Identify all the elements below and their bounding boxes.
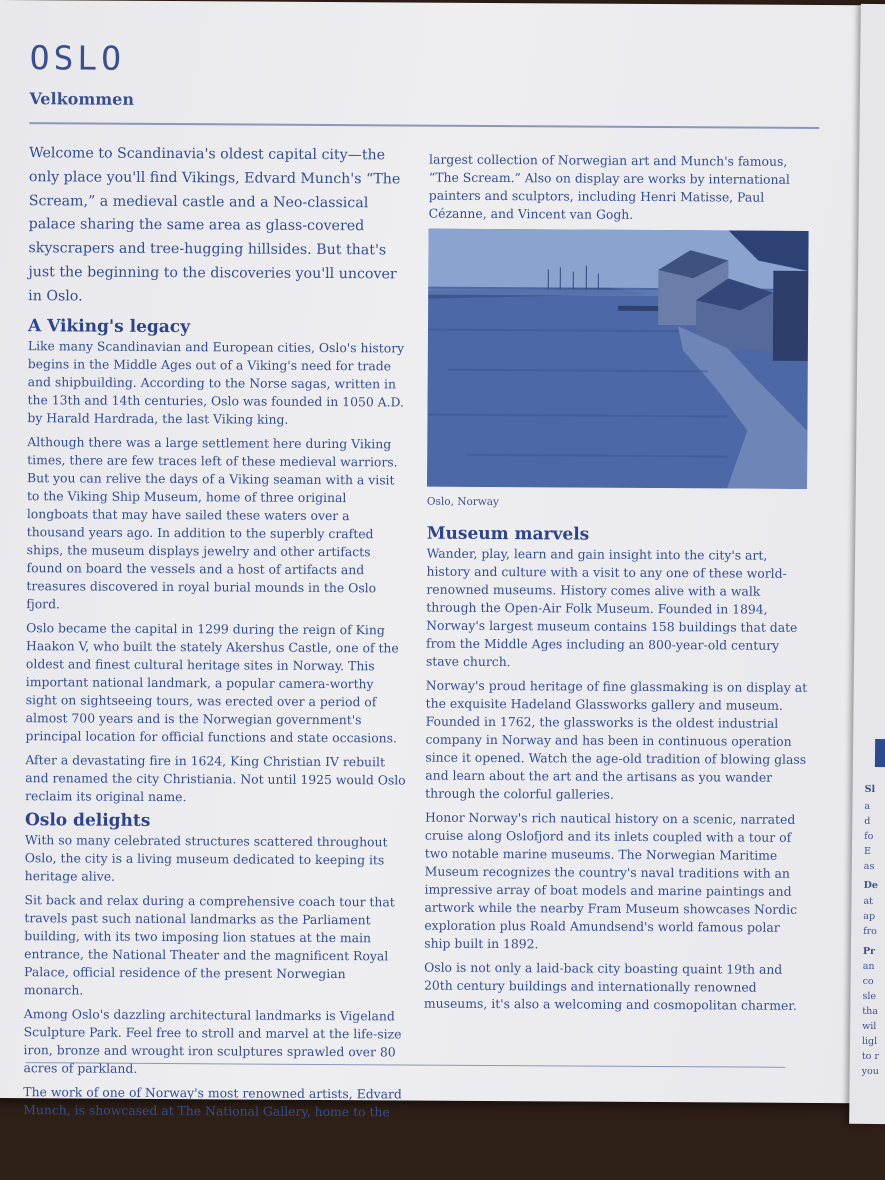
museum-paragraph-3: Honor Norway's rich nautical history on a scenic, narrated cruise along Oslofjord and its inlets coupled with a tour of two notable marine museums. The Norwegian Maritime Museum recognizes the country's naval traditions with an impressive array of boat models and marine paintings and artwork while the nearby Fram Museum showcases Nordic exploration plus Roald Amundsend's world famous polar ship built in 1892. — [424, 809, 798, 952]
fragment: sle — [862, 990, 877, 1003]
fragment: ligl — [861, 1035, 878, 1048]
delights-paragraph-3: Among Oslo's dazzling architectural landmarks is Vigeland Sculpture Park. Feel free to stroll and marvel at the life-size iron, bronze and wrought iron sculptures sprawled over 80 acres of parkland. — [23, 1005, 402, 1076]
harbor-illustration — [427, 229, 809, 489]
fragment: as — [863, 860, 875, 873]
delights-paragraph-1: With so many celebrated structures scattered throughout Oslo, the city is a living museum dedicated to keeping its heritage alive. — [24, 831, 388, 884]
header-rule — [29, 122, 819, 129]
left-column — [23, 142, 411, 1127]
fragment: you — [861, 1065, 879, 1078]
fragment: tha — [862, 1005, 878, 1018]
fragment: to r — [861, 1050, 880, 1063]
fragment: an — [862, 960, 875, 973]
delights-paragraph-4: The work of one of Norway's most renowned artists, Edvard Munch, is showcased at The National Gallery, home to the — [23, 1083, 402, 1119]
museum-paragraph-2: Norway's proud heritage of fine glassmaking is on display at the exquisite Hadeland Glassworks gallery and museum. Founded in 1762, the glassworks is the oldest industrial company in Norway and has been in continuous operation since it opened. Watch the age-old tradition of blowing glass and learn about the art and the artisans as you wander through the colorful galleries. — [425, 677, 808, 802]
delights-heading: Oslo delights — [24, 809, 151, 831]
fragment: d — [864, 815, 871, 827]
fragment: Pr — [862, 945, 876, 958]
fragment: at — [863, 895, 874, 907]
fragment: wil — [862, 1020, 877, 1033]
page-subtitle: Velkommen — [29, 89, 135, 109]
oslo-harbor-photo — [427, 229, 809, 489]
page-title: OSLO — [29, 38, 126, 78]
viking-paragraph-4: After a devastating fire in 1624, King Christian IV rebuilt and renamed the city Christiania. Not until 1925 would Oslo reclaim its original name. — [25, 751, 406, 804]
fragment: Sl — [864, 783, 876, 796]
photo-caption: Oslo, Norway — [426, 495, 500, 509]
gallery-continuation: largest collection of Norwegian art and Munch's famous, “The Scream.” Also on display are works by international painters and sculptors, including Henri Matisse, Paul Cézanne, and Vincent van Gogh. — [428, 151, 790, 222]
fragment: a — [864, 800, 871, 812]
delights-paragraph-2: Sit back and relax during a comprehensive coach tour that travels past such national landmarks as the Parliament building, with its two imposing lion statues at the main entrance, the National Theater and the magnificent Royal Palace, official residence of the present Norwegian monarch. — [23, 891, 395, 998]
museum-paragraph-1: Wander, play, learn and gain insight into the city's art, history and culture with a visit to any one of these world-renowned museums. History comes alive with a walk through the Open-Air Folk Museum. Founded in 1894, Norway's largest museum contains 158 buildings that date from the Middle Ages including an 800-year-old century stave church. — [425, 545, 798, 670]
fragment: E — [863, 845, 871, 857]
fragment: fo — [864, 830, 874, 842]
fragment: co — [862, 975, 874, 988]
viking-paragraph-3: Oslo became the capital in 1299 during the reign of King Haakon V, who built the stately Akershus Castle, one of the oldest and finest cultural heritage sites in Norway. This important national landmark, a popular camera-worthy sight on sightseeing tours, was erected over a period of almost 700 years and is the Norwegian government's principal location for official functions and state occasions. — [25, 619, 399, 746]
museum-heading: Museum marvels — [426, 523, 590, 545]
intro-paragraph: Welcome to Scandinavia's oldest capital city—the only place you'll find Vikings, Edvard Munch's “The Scream,” a medieval castle and a Neo-classical palace sharing the same area as glass-covered skyscrapers and tree-hugging hillsides. But that's just the beginning to the discoveries you'll uncover in Oslo. — [28, 145, 401, 305]
viking-paragraph-2: Although there was a large settlement here during Viking times, there are few traces left of these medieval warriors. But you can relive the days of a Viking seaman with a visit to the Viking Ship Museum, home of three original longboats that may have sailed these waters over a thousand years ago. In addition to the superbly crafted ships, the museum displays jewelry and other artifacts found on board the vessels and a host of artifacts and treasures discovered in royal burial mounds in the Oslo fjord. — [26, 433, 398, 611]
navy-block — [875, 739, 885, 767]
right-column — [424, 151, 814, 1021]
fragment: fro — [863, 925, 877, 938]
fragment: De — [863, 879, 878, 892]
viking-paragraph-1: Like many Scandinavian and European cities, Oslo's history begins in the Middle Ages out of a Viking's need for trade and shipbuilding. According to the Norse sagas, written in the 13th and 14th centuries, Oslo was founded in 1050 A.D. by Harald Hardrada, the last Viking king. — [27, 337, 405, 427]
museum-paragraph-4: Oslo is not only a laid-back city boasting quaint 19th and 20th century buildings and internationally renowned museums, it's also a welcoming and cosmopolitan charmer. — [423, 959, 797, 1013]
viking-heading: A Viking's legacy — [27, 315, 191, 337]
fragment: ap — [863, 910, 876, 923]
